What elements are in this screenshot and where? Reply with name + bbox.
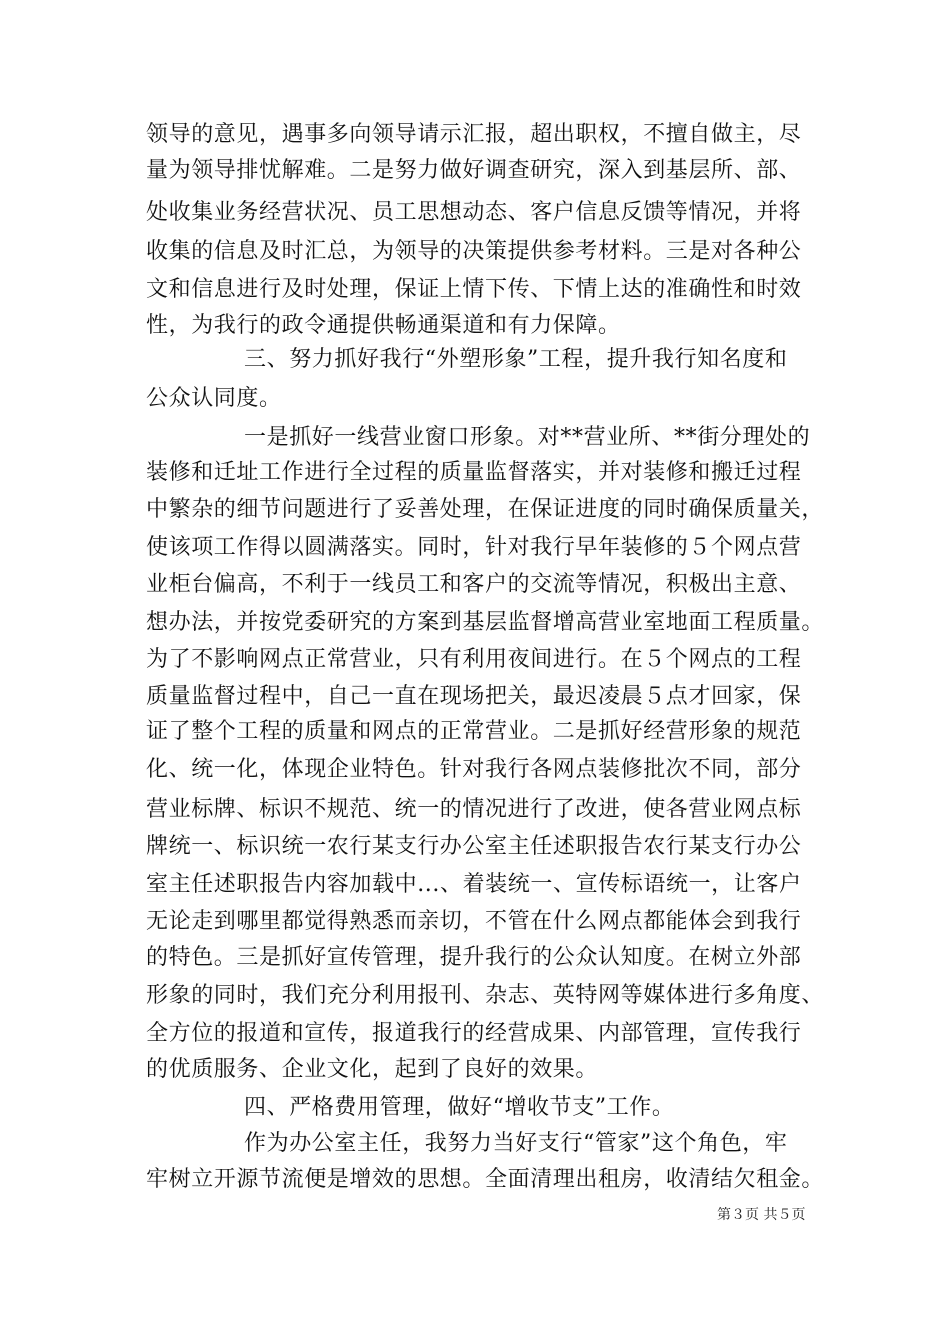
paragraph-start: 一是抓好一线营业窗口形象。对**营业所、**街分理处的 xyxy=(244,425,811,450)
page-number-footer: 第３页 共５页 xyxy=(717,1207,806,1223)
text-line: 性，为我行的政令通提供畅通渠道和有力保障。 xyxy=(146,313,621,338)
text-line: 室主任述职报告内容加载中...、着装统一、宣传标语统一，让客户 xyxy=(146,872,802,897)
text-line: 装修和迁址工作进行全过程的质量监督落实，并对装修和搬迁过程 xyxy=(146,460,802,485)
text-line: 无论走到哪里都觉得熟悉而亲切，不管在什么网点都能体会到我行 xyxy=(146,909,802,934)
text-line: 量为领导排忧解难。二是努力做好调查研究，深入到基层所、部、 xyxy=(146,158,802,183)
text-line: 中繁杂的细节问题进行了妥善处理，在保证进度的同时确保质量关， xyxy=(146,497,825,522)
text-line: 形象的同时，我们充分利用报刊、杂志、英特网等媒体进行多角度、 xyxy=(146,983,825,1008)
text-line: 质量监督过程中，自己一直在现场把关，最迟凌晨５点才回家，保 xyxy=(146,684,802,709)
text-line: 的特色。三是抓好宣传管理，提升我行的公众认知度。在树立外部 xyxy=(146,945,802,970)
text-line: 业柜台偏高，不利于一线员工和客户的交流等情况，积极出主意、 xyxy=(146,572,802,597)
paragraph-start: 作为办公室主任，我努力当好支行“管家”这个角色，牢 xyxy=(244,1131,788,1156)
text-line: 文和信息进行及时处理，保证上情下传、下情上达的准确性和时效 xyxy=(146,277,802,302)
text-line: 使该项工作得以圆满落实。同时，针对我行早年装修的５个网点营 xyxy=(146,535,802,560)
text-line: 牌统一、标识统一农行某支行办公室主任述职报告农行某支行办公 xyxy=(146,834,802,859)
text-line: 公众认同度。 xyxy=(146,386,282,411)
text-line: 收集的信息及时汇总，为领导的决策提供参考材料。三是对各种公 xyxy=(146,239,802,264)
section-heading-3: 三、努力抓好我行“外塑形象”工程，提升我行知名度和 xyxy=(244,347,788,372)
text-line: 的优质服务、企业文化，起到了良好的效果。 xyxy=(146,1057,599,1082)
text-line: 证了整个工程的质量和网点的正常营业。二是抓好经营形象的规范 xyxy=(146,719,802,744)
section-heading-4: 四、严格费用管理，做好“增收节支”工作。 xyxy=(244,1095,675,1120)
text-line: 想办法，并按党委研究的方案到基层监督增高营业室地面工程质量。 xyxy=(146,610,825,635)
text-line: 化、统一化，体现企业特色。针对我行各网点装修批次不同，部分 xyxy=(146,757,802,782)
text-line: 营业标牌、标识不规范、统一的情况进行了改进，使各营业网点标 xyxy=(146,797,802,822)
text-line: 处收集业务经营状况、员工思想动态、客户信息反馈等情况，并将 xyxy=(146,200,802,225)
text-line: 全方位的报道和宣传，报道我行的经营成果、内部管理，宣传我行 xyxy=(146,1021,802,1046)
text-line: 为了不影响网点正常营业，只有利用夜间进行。在５个网点的工程 xyxy=(146,647,802,672)
text-line: 领导的意见，遇事多向领导请示汇报，超出职权，不擅自做主，尽 xyxy=(146,122,802,147)
text-line: 牢树立开源节流便是增效的思想。全面清理出租房，收清结欠租金。 xyxy=(146,1167,825,1192)
